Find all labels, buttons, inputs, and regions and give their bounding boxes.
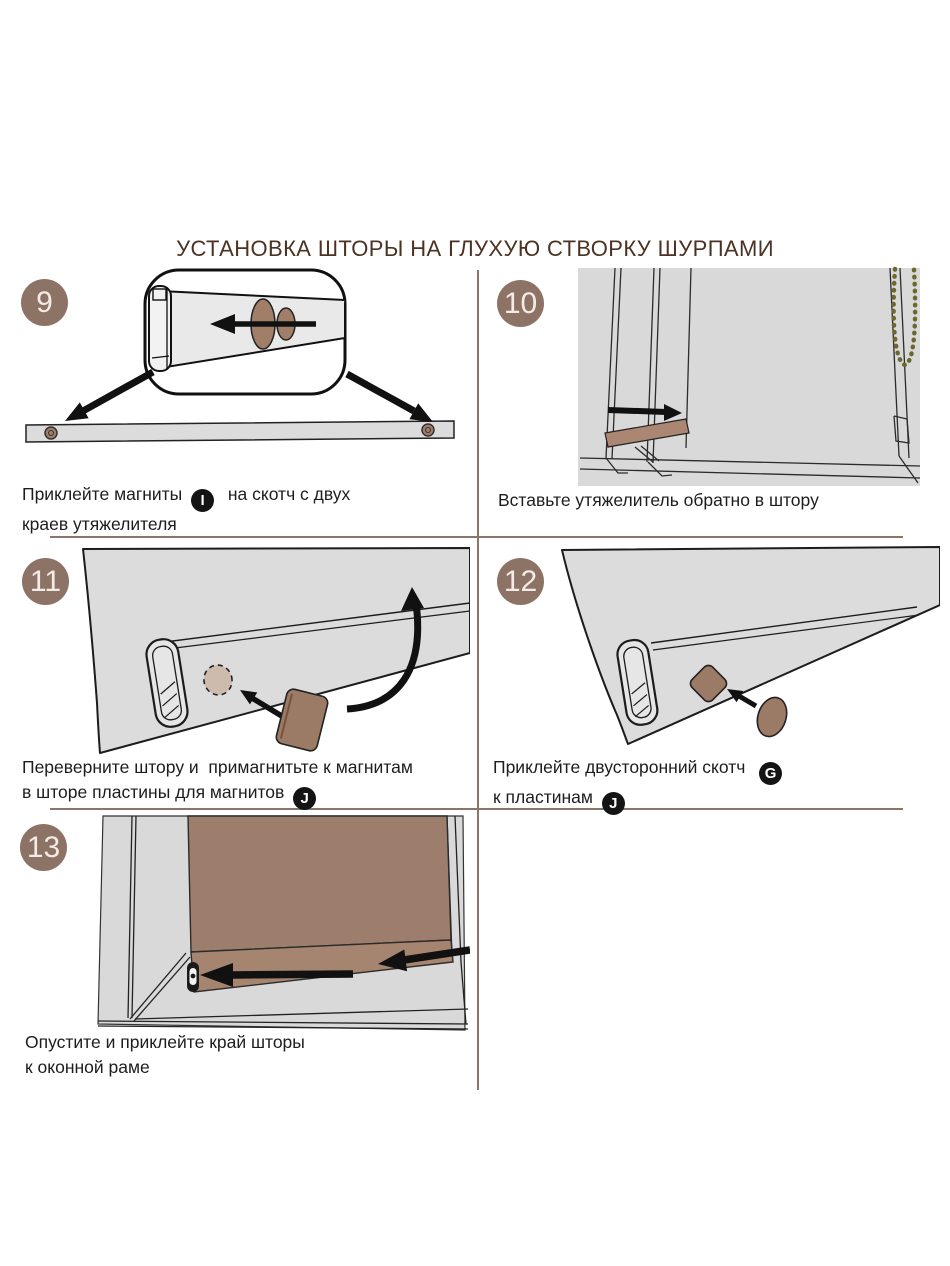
zoom-bubble	[145, 270, 345, 394]
divider-vertical	[477, 270, 479, 1090]
step11-illustration	[75, 543, 470, 765]
roll-end-cap	[187, 962, 199, 992]
page-title: УСТАНОВКА ШТОРЫ НА ГЛУХУЮ СТВОРКУ ШУРПАМИ	[176, 236, 774, 261]
step9-caption: Приклейте магниты I на скотч с двух краев утяжелителя	[22, 484, 351, 534]
step-number-badge: 11	[22, 558, 69, 605]
weight-bar	[26, 421, 454, 442]
step13-caption: Опустите и приклейте край шторы к оконной раме	[25, 1032, 305, 1077]
part-letter-badge-j: J	[602, 792, 625, 815]
spread-arrow-right-icon	[347, 374, 433, 422]
curtain-panel	[188, 816, 451, 952]
part-letter-badge-g: G	[759, 762, 782, 785]
step-number-badge: 12	[497, 558, 544, 605]
tape-disc-icon	[753, 694, 792, 741]
step12-caption: Приклейте двусторонний скотч G к пластинам J	[493, 755, 943, 815]
spread-arrow-left-icon	[65, 372, 153, 421]
step9-illustration	[20, 258, 460, 476]
curtain-drape	[83, 548, 470, 753]
part-letter-badge-i: I	[191, 489, 214, 512]
step11-caption: Переверните штору и примагнитьте к магнитам в шторе пластины для магнитов J	[22, 755, 477, 810]
step13-illustration	[95, 812, 470, 1034]
step10-illustration	[578, 266, 920, 488]
step-number-badge: 10	[497, 280, 544, 327]
part-letter-badge-j: J	[293, 787, 316, 810]
step12-illustration	[545, 543, 940, 765]
step-number-badge: 13	[20, 824, 67, 871]
step-number-badge: 9	[21, 279, 68, 326]
step10-caption: Вставьте утяжелитель обратно в штору	[498, 490, 819, 510]
curtain-drape	[562, 547, 940, 744]
